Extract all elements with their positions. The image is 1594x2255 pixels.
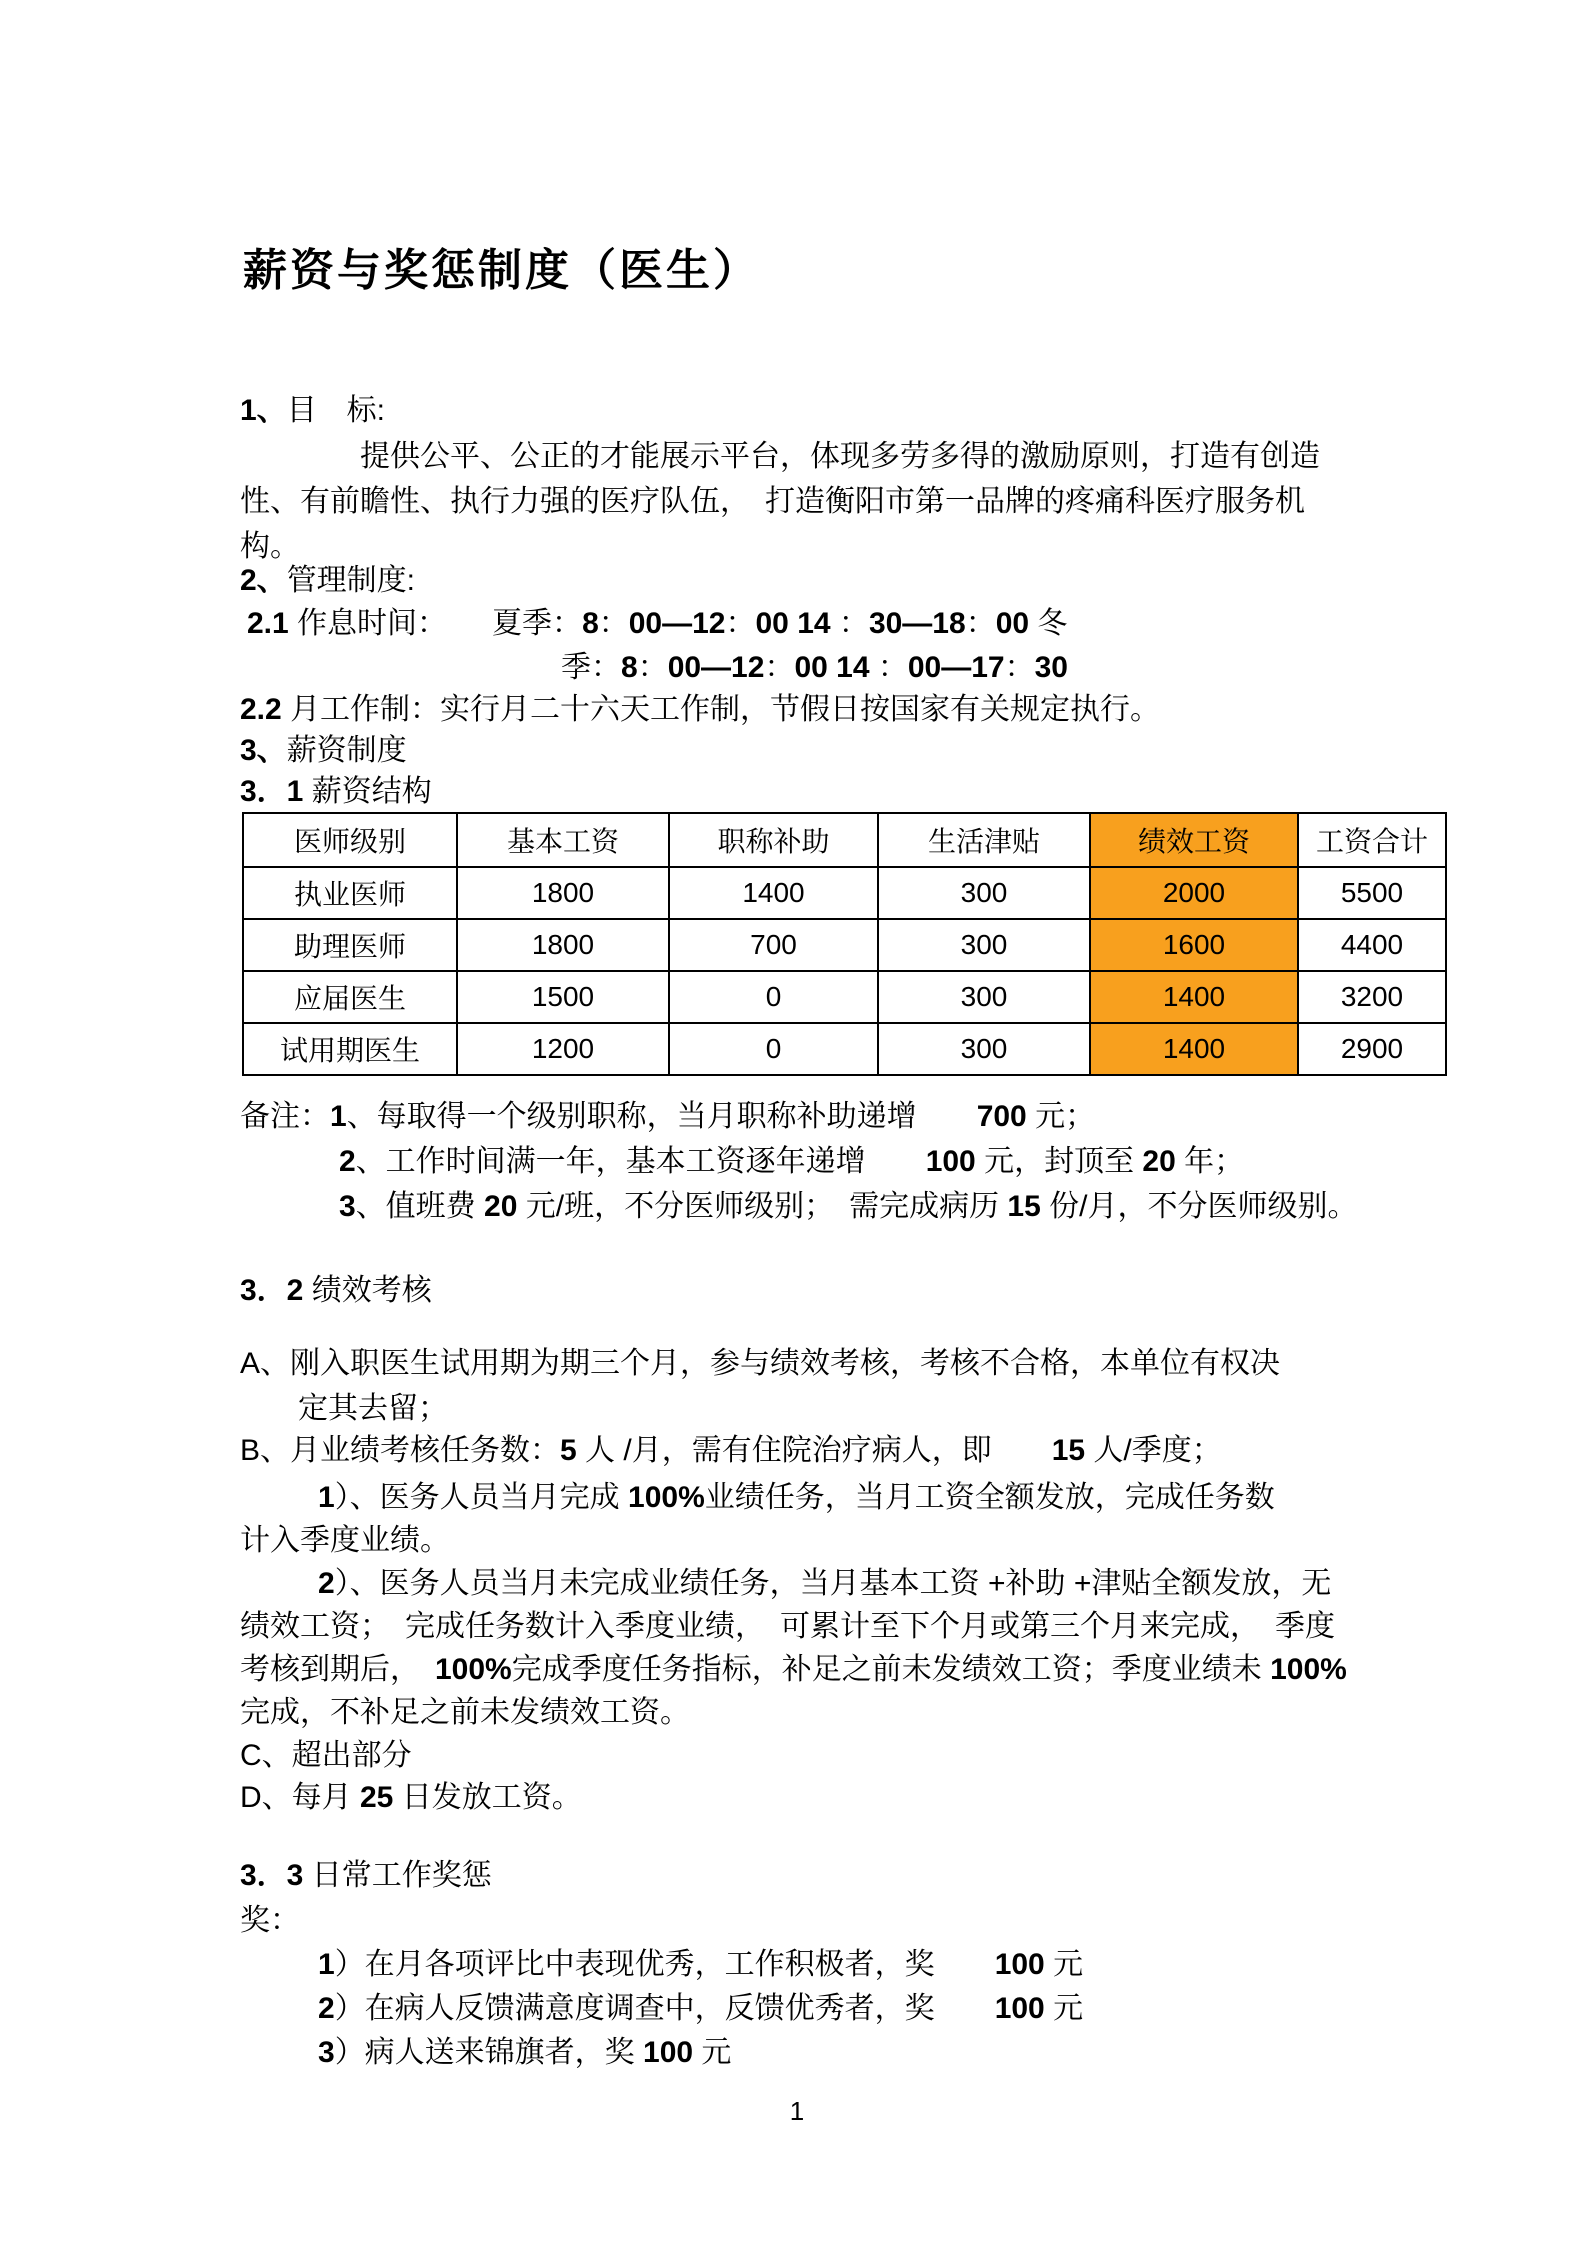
table-header-row (243, 813, 1446, 867)
table-cell: 1400 (669, 867, 878, 919)
reward-label: 奖： (240, 1904, 300, 1937)
table-cell: 试用期医生 (243, 1023, 457, 1075)
table-header-base: 基本工资 (457, 813, 669, 867)
table-row (243, 971, 1446, 1023)
section-label: 日常工作奖惩 (311, 1859, 492, 1892)
section-label: 绩效考核 (311, 1274, 432, 1307)
perf-item-a-line-2: 定其去留； (298, 1392, 448, 1425)
table-row (243, 919, 1446, 971)
reward-line-2: 2）在病人反馈满意度调查中，反馈优秀者，奖 100 元 (318, 1992, 1084, 2025)
section-heading-structure (240, 772, 432, 812)
spacer (303, 1274, 311, 1307)
section-label: 目 标: (286, 394, 386, 427)
table-header-performance: 绩效工资 (1090, 813, 1298, 867)
section-heading-daily (240, 1856, 492, 1896)
reward-line-3: 3）病人送来锦旗者，奖 100 元 (318, 2036, 732, 2069)
table-cell: 300 (878, 867, 1090, 919)
table-cell: 5500 (1298, 867, 1446, 919)
perf-sub2-line-2: 绩效工资； 完成任务数计入季度业绩， 可累计至下个月或第三个月来完成， 季度 (240, 1610, 1335, 1643)
salary-table (242, 812, 1447, 1076)
table-cell: 1800 (457, 867, 669, 919)
table-cell: 1500 (457, 971, 669, 1023)
section-label: 薪资制度 (286, 734, 407, 767)
perf-sub1-line-1: 1）、医务人员当月完成 100%业绩任务，当月工资全额发放，完成任务数 (318, 1481, 1275, 1514)
clause-number: 2.2 (240, 693, 282, 726)
perf-item-c: C、超出部分 (240, 1739, 412, 1772)
body-line-schedule-1 (247, 604, 1067, 644)
section-label: 管理制度: (286, 564, 416, 597)
reward-line-1: 1）在月各项评比中表现优秀，工作积极者，奖 100 元 (318, 1948, 1084, 1981)
table-header-level: 医师级别 (243, 813, 457, 867)
note-text: 1、每取得一个级别职称，当月职称补助递增 700 元； (330, 1100, 1096, 1133)
body-line: 提供公平、公正的才能展示平台，体现多劳多得的激励原则，打造有创造 (360, 440, 1320, 473)
perf-sub1-line-2: 计入季度业绩。 (240, 1524, 450, 1557)
table-cell-performance: 1400 (1090, 971, 1298, 1023)
section-heading-salary (240, 731, 407, 771)
notes-line-3: 3、值班费 20 元/班，不分医师级别； 需完成病历 15 份/月，不分医师级别。 (339, 1190, 1358, 1223)
section-label: 薪资结构 (311, 775, 432, 808)
clause-text: 月工作制：实行月二十六天工作制，节假日按国家有关规定执行。 (290, 693, 1161, 726)
section-number: 1、 (240, 394, 287, 427)
body-line: 构。 (240, 530, 300, 563)
clause-text (289, 607, 297, 640)
section-number: 3．3 (240, 1859, 304, 1892)
table-cell: 300 (878, 1023, 1090, 1075)
perf-item-d: D、每月 25 日发放工资。 (240, 1781, 582, 1814)
notes-line-1 (240, 1097, 1095, 1137)
perf-sub2-line-4: 完成，不补足之前未发绩效工资。 (240, 1696, 690, 1729)
table-header-title-subsidy: 职称补助 (669, 813, 878, 867)
table-cell: 2900 (1298, 1023, 1446, 1075)
notes-line-2: 2、工作时间满一年，基本工资逐年递增 100 元，封顶至 20 年； (339, 1145, 1245, 1178)
table-cell: 1200 (457, 1023, 669, 1075)
notes-label: 备注： (240, 1100, 330, 1133)
table-row (243, 867, 1446, 919)
table-cell: 3200 (1298, 971, 1446, 1023)
body-line: 性、有前瞻性、执行力强的医疗队伍， 打造衡阳市第一品牌的疼痛科医疗服务机 (240, 485, 1305, 518)
table-cell: 4400 (1298, 919, 1446, 971)
spacer (303, 1859, 311, 1892)
section-heading-performance (240, 1271, 432, 1311)
table-cell: 700 (669, 919, 878, 971)
perf-sub2-line-3: 考核到期后， 100%完成季度任务指标，补足之前未发绩效工资；季度业绩未 100% (240, 1653, 1347, 1686)
clause-text: 作息时间： 夏季：8：00—12：00 14 ：30—18：00 冬 (297, 607, 1068, 640)
table-row (243, 1023, 1446, 1075)
table-cell-performance: 1600 (1090, 919, 1298, 971)
table-cell: 助理医师 (243, 919, 457, 971)
perf-item-b: B、月业绩考核任务数：5 人 /月，需有住院治疗病人，即 15 人/季度； (240, 1434, 1222, 1467)
page-number: 1 (789, 2096, 805, 2126)
section-number: 3．2 (240, 1274, 304, 1307)
table-header-total: 工资合计 (1298, 813, 1446, 867)
section-number: 3．1 (240, 775, 304, 808)
table-cell: 300 (878, 971, 1090, 1023)
body-line-workdays (240, 690, 1160, 730)
spacer (303, 775, 311, 808)
perf-item-a-line-1: A、刚入职医生试用期为期三个月，参与绩效考核，考核不合格，本单位有权决 (240, 1347, 1281, 1380)
table-cell: 300 (878, 919, 1090, 971)
body-line-schedule-2: 季：8：00—12：00 14 ：00—17：30 (561, 651, 1068, 684)
table-cell: 0 (669, 1023, 878, 1075)
section-heading-management (240, 561, 415, 601)
table-cell-performance: 2000 (1090, 867, 1298, 919)
table-cell: 应届医生 (243, 971, 457, 1023)
section-number: 3、 (240, 734, 287, 767)
table-cell-performance: 1400 (1090, 1023, 1298, 1075)
clause-number: 2.1 (247, 607, 289, 640)
section-heading-goal (240, 391, 385, 431)
spacer (282, 693, 290, 726)
table-cell: 执业医师 (243, 867, 457, 919)
table-header-living: 生活津贴 (878, 813, 1090, 867)
table-cell: 1800 (457, 919, 669, 971)
page-title: 薪资与奖惩制度（医生） (243, 246, 760, 295)
perf-sub2-line-1: 2）、医务人员当月未完成业绩任务，当月基本工资 +补助 +津贴全额发放，无 (318, 1567, 1332, 1600)
section-number: 2、 (240, 564, 287, 597)
table-cell: 0 (669, 971, 878, 1023)
